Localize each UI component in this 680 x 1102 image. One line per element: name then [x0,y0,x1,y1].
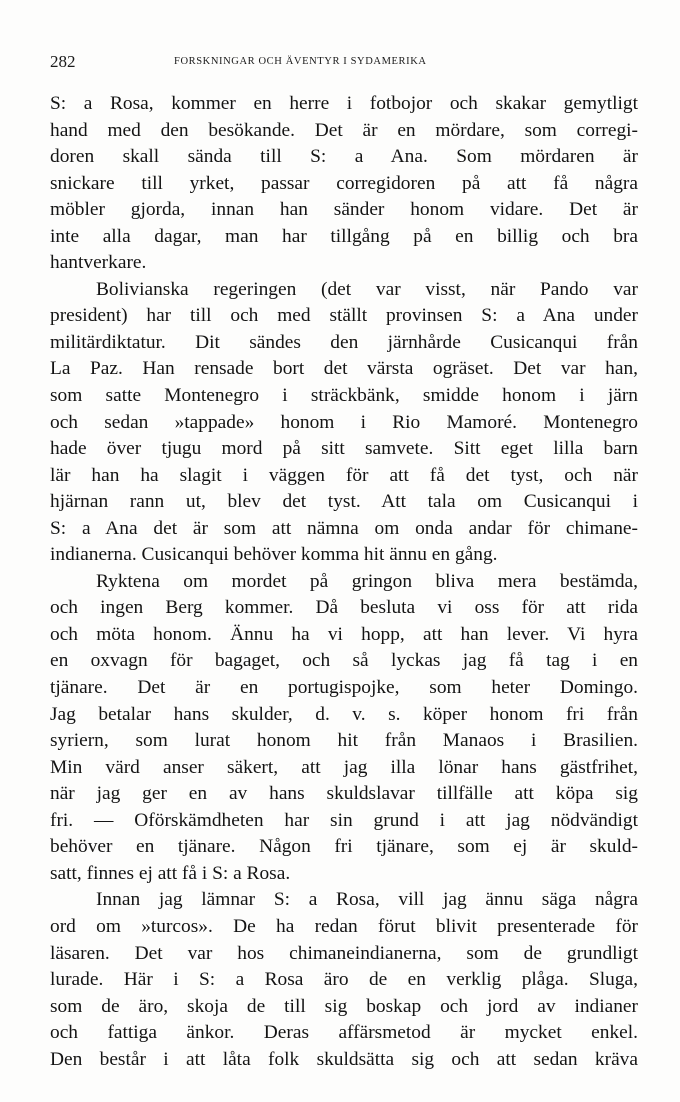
text-line: som de äro, skoja de till sig boskap och jord av indianer [50,995,638,1017]
page-header [50,52,638,72]
text-line: och möta honom. Ännu ha vi hopp, att han lever. Vi hyra [50,623,638,645]
text-line: president) har till och med ställt provinsen S: a Ana under [50,305,638,327]
text-line: tjänare. Det är en portugispojke, som heter Domingo. [50,677,638,699]
text-line: Min värd anser säkert, att jag illa lönar hans gästfrihet, [50,756,638,778]
text-line: och sedan »tappade» honom i Rio Mamoré. Montenegro [50,411,638,433]
text-line: inte alla dagar, man har tillgång på en billig och bra [50,225,638,247]
paragraph-start-line: Innan jag lämnar S: a Rosa, vill jag ännu säga några [96,889,638,911]
text-line: doren skall sända till S: a Ana. Som mördaren är [50,146,638,168]
text-line: Den består i att låta folk skuldsätta sig och att sedan kräva [50,1048,638,1070]
text-line: möbler gjorda, innan han sänder honom vidare. Det är [50,199,638,221]
text-line: indianerna. Cusicanqui behöver komma hit ännu en gång. [50,544,498,566]
paragraph-start-line: Ryktena om mordet på gringon bliva mera bestämda, [96,570,638,592]
text-line: behöver en tjänare. Någon fri tjänare, som ej är skuld- [50,836,638,858]
text-line: snickare till yrket, passar corregidoren på att få några [50,172,638,194]
text-line: och ingen Berg kommer. Då besluta vi oss för att rida [50,597,638,619]
body-text [50,91,638,1073]
text-line: La Paz. Han rensade bort det värsta ogräset. Det var han, [50,358,638,380]
text-line: S: a Ana det är som att nämna om onda andar för chimane- [50,517,638,539]
text-line: lär han ha slagit i väggen för att få det tyst, och när [50,464,638,486]
paragraph-start-line: Bolivianska regeringen (det var visst, när Pando var [96,278,638,300]
text-line: som satte Montenegro i sträckbänk, smidde honom i järn [50,385,638,407]
text-line: hjärnan rann ut, blev det tyst. Att tala om Cusicanqui i [50,491,638,513]
text-line: hantverkare. [50,252,147,274]
page-number: 282 [50,52,76,71]
text-line: fri. — Oförskämdheten har sin grund i att jag nödvändigt [50,809,638,831]
running-title: FORSKNINGAR OCH ÄVENTYR I SYDAMERIKA [174,56,427,67]
text-line: en oxvagn för bagaget, och så lyckas jag få tag i en [50,650,638,672]
text-line: syriern, som lurat honom hit från Manaos i Brasilien. [50,730,638,752]
text-line: hade över tjugu mord på sitt samvete. Sitt eget lilla barn [50,438,638,460]
text-line: S: a Rosa, kommer en herre i fotbojor och skakar gemytligt [50,93,638,114]
text-line: militärdiktatur. Dit sändes den järnhårde Cusicanqui från [50,331,638,353]
text-line: satt, finnes ej att få i S: a Rosa. [50,862,291,884]
text-line: ord om »turcos». De ha redan förut blivit presenterade för [50,915,638,937]
text-line: och fattiga änkor. Deras affärsmetod är mycket enkel. [50,1022,638,1044]
text-line: lurade. Här i S: a Rosa äro de en verklig plåga. Sluga, [50,969,638,991]
text-line: läsaren. Det var hos chimaneindianerna, som de grundligt [50,942,638,964]
text-line: hand med den besökande. Det är en mördare, som corregi- [50,119,638,141]
text-line: när jag ger en av hans skuldslavar tillfälle att köpa sig [50,783,638,805]
text-line: Jag betalar hans skulder, d. v. s. köper honom fri från [50,703,638,725]
